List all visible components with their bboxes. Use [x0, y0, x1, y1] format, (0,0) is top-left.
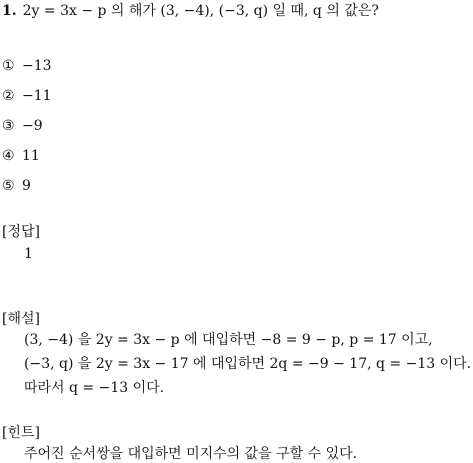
- explanation-line-2: (−3, q) 을 2y = 3x − 17 에 대입하면 2q = −9 − 17, q = −13 이다.: [24, 356, 472, 372]
- choice-1-mark: ①: [2, 58, 15, 74]
- choice-4-value: 11: [22, 148, 40, 164]
- explanation-label: [해설]: [2, 311, 40, 327]
- answer-label: [정답]: [2, 224, 40, 240]
- answer-value: 1: [24, 246, 33, 262]
- hint-text: 주어진 순서쌍을 대입하면 미지수의 값을 구할 수 있다.: [24, 446, 358, 462]
- explanation-line-1: (3, −4) 을 2y = 3x − p 에 대입하면 −8 = 9 − p, p = 17 이고,: [24, 332, 433, 348]
- choice-2-value: −11: [22, 88, 52, 104]
- choice-1-value: −13: [22, 58, 52, 74]
- choice-2[interactable]: [2, 87, 52, 105]
- explanation-line-3: 따라서 q = −13 이다.: [24, 380, 165, 396]
- choice-4-mark: ④: [2, 148, 15, 164]
- question-line: [2, 2, 379, 20]
- choice-5-mark: ⑤: [2, 178, 15, 194]
- choice-1[interactable]: [2, 57, 52, 75]
- choice-3[interactable]: [2, 117, 43, 135]
- question-number: 1.: [2, 3, 17, 19]
- choice-4[interactable]: [2, 147, 40, 165]
- question-text: 2y = 3x − p 의 해가 (3, −4), (−3, q) 일 때, q 의 값은?: [22, 3, 379, 19]
- choice-3-value: −9: [22, 118, 43, 134]
- choice-2-mark: ②: [2, 88, 15, 104]
- choice-3-mark: ③: [2, 118, 15, 134]
- hint-label: [힌트]: [2, 425, 40, 441]
- choice-5[interactable]: [2, 177, 31, 195]
- choice-5-value: 9: [22, 178, 31, 194]
